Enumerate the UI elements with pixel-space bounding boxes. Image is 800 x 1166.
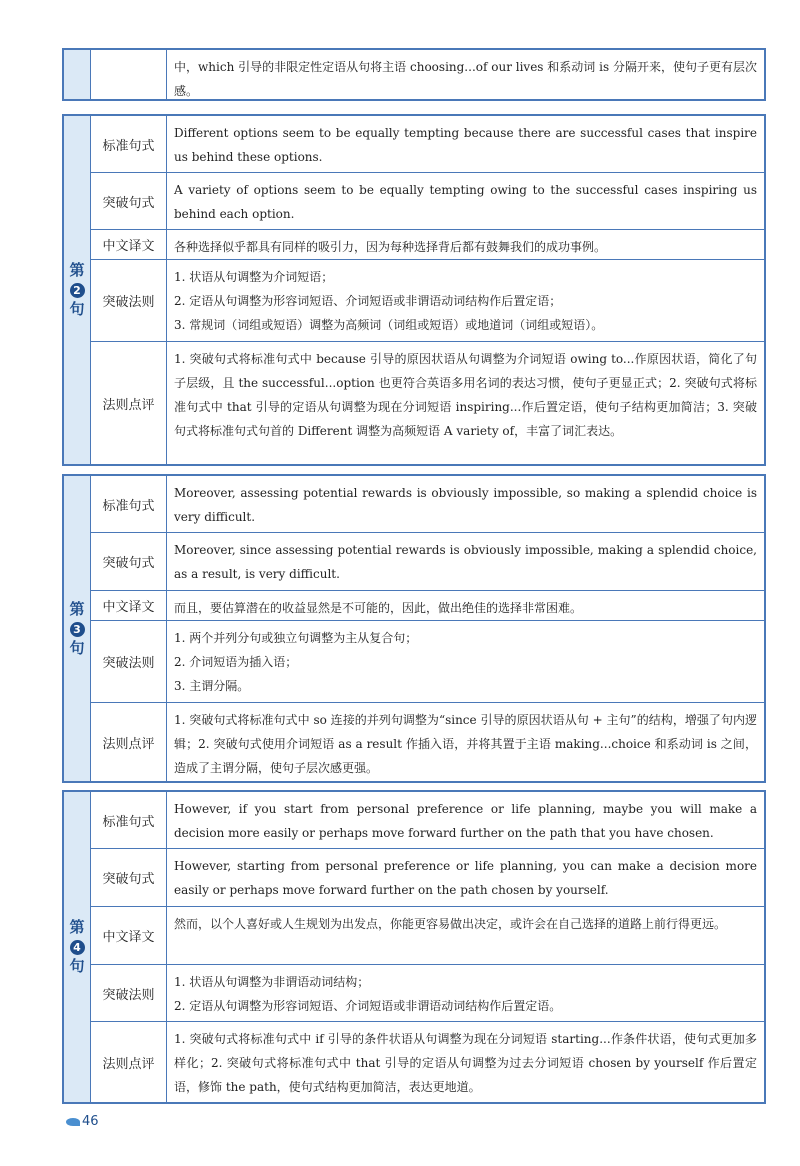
rule-line: 2. 介词短语为插入语； [174,655,298,669]
chinese-translation: 各种选择似乎都具有同样的吸引力，因为每种选择背后都有鼓舞我们的成功事例。 [174,240,607,254]
standard-sentence: Moreover, assessing potential rewards is obviously impossible, so making a splendid choice is very difficult. [174,486,757,524]
rule-line: 1. 状语从句调整为非谓语动词结构； [174,975,370,989]
page-number [66,1114,99,1129]
row-label: 突破法则 [91,621,167,702]
continuation-block [62,48,766,101]
row-label: 突破句式 [91,849,167,906]
standard-sentence: Different options seem to be equally tempting because there are successful cases that inspire us behind these options. [174,126,757,164]
row-label: 标准句式 [91,792,167,848]
row-label: 突破法则 [91,965,167,1021]
sentence-block-3 [62,474,766,783]
breakthrough-rules [167,260,764,341]
rule-commentary: 1. 突破句式将标准句式中 so 连接的并列句调整为“since 引导的原因状语从句 + 主句”的结构，增强了句内逻辑；2. 突破句式使用介词短语 as a result 作插入语，并将其置于主语 making...choice 和系动词 is 之间，造成了主谓分隔，使句子层次感更强。 [174,713,757,775]
rule-line: 1. 两个并列分句或独立句调整为主从复合句； [174,631,418,645]
rule-line: 3. 主谓分隔。 [174,679,250,693]
side-strip [64,476,91,781]
row-label: 标准句式 [91,476,167,532]
sentence-block-2 [62,114,766,466]
sentence-number-label: 第 3 句 [69,599,85,657]
rule-line: 2. 定语从句调整为形容词短语、介词短语或非谓语动词结构作后置定语； [174,294,562,308]
row-label: 中文译文 [91,591,167,620]
page-number-text: 46 [82,1114,99,1129]
number-badge: 3 [70,622,85,637]
side-strip [64,50,91,99]
leaf-icon [66,1118,80,1126]
row-label: 突破句式 [91,173,167,229]
row-content: 中，which 引导的非限定性定语从句将主语 choosing...of our lives 和系动词 is 分隔开来，使句子更有层次感。 [174,60,757,98]
row-label: 突破法则 [91,260,167,341]
rule-commentary: 1. 突破句式将标准句式中 because 引导的原因状语从句调整为介词短语 owing to...作原因状语，简化了句子层级，且 the successful...option 也更符合英语多用名词的表达习惯，使句子更显正式；2. 突破句式将标准句式中 that 引导的定语从句调整为现在分词短语 inspiring...作后置定语，使句子结构更加简洁；3. 突破句式将标准句式句首的 Different 调整为高频短语 A variety of，丰富了词汇表达。 [174,352,757,438]
side-strip [64,792,91,1102]
number-badge: 2 [70,283,85,298]
row-label: 中文译文 [91,230,167,259]
rule-line: 3. 常规词（词组或短语）调整为高频词（词组或短语）或地道词（词组或短语）。 [174,318,604,332]
row-label-empty [91,50,167,99]
sentence-block-4 [62,790,766,1104]
breakthrough-sentence: A variety of options seem to be equally tempting owing to the successful cases inspiring us behind each option. [174,183,757,221]
standard-sentence: However, if you start from personal preference or life planning, maybe you will make a decision more easily or perhaps move forward further on the path that you have chosen. [174,802,757,840]
row-label: 法则点评 [91,1022,167,1102]
rule-line: 2. 定语从句调整为形容词短语、介词短语或非谓语动词结构作后置定语。 [174,999,562,1013]
side-strip [64,116,91,464]
chinese-translation: 而且，要估算潜在的收益显然是不可能的，因此，做出绝佳的选择非常困难。 [174,601,583,615]
sentence-number-label: 第 4 句 [69,918,85,975]
sentence-number-label: 第 2 句 [69,261,85,318]
breakthrough-rules [167,621,764,702]
rule-line: 1. 状语从句调整为介词短语； [174,270,334,284]
rule-commentary: 1. 突破句式将标准句式中 if 引导的条件状语从句调整为现在分词短语 starting...作条件状语，使句式更加多样化；2. 突破句式将标准句式中 that 引导的定语从句调整为过去分词短语 chosen by yourself 作后置定语，修饰 the path，使句式结构更加简洁，表达更地道。 [174,1032,757,1094]
breakthrough-sentence: Moreover, since assessing potential rewards is obviously impossible, making a splendid choice, as a result, is very difficult. [174,543,757,581]
breakthrough-sentence: However, starting from personal preference or life planning, you can make a decision more easily or perhaps move forward further on the path chosen by yourself. [174,859,757,897]
number-badge: 4 [70,940,85,955]
row-label: 中文译文 [91,907,167,964]
row-label: 突破句式 [91,533,167,590]
row-label: 法则点评 [91,703,167,781]
row-label: 法则点评 [91,342,167,464]
row-label: 标准句式 [91,116,167,172]
chinese-translation: 然而，以个人喜好或人生规划为出发点，你能更容易做出决定，或许会在自己选择的道路上前行得更远。 [174,917,727,931]
breakthrough-rules [167,965,764,1021]
